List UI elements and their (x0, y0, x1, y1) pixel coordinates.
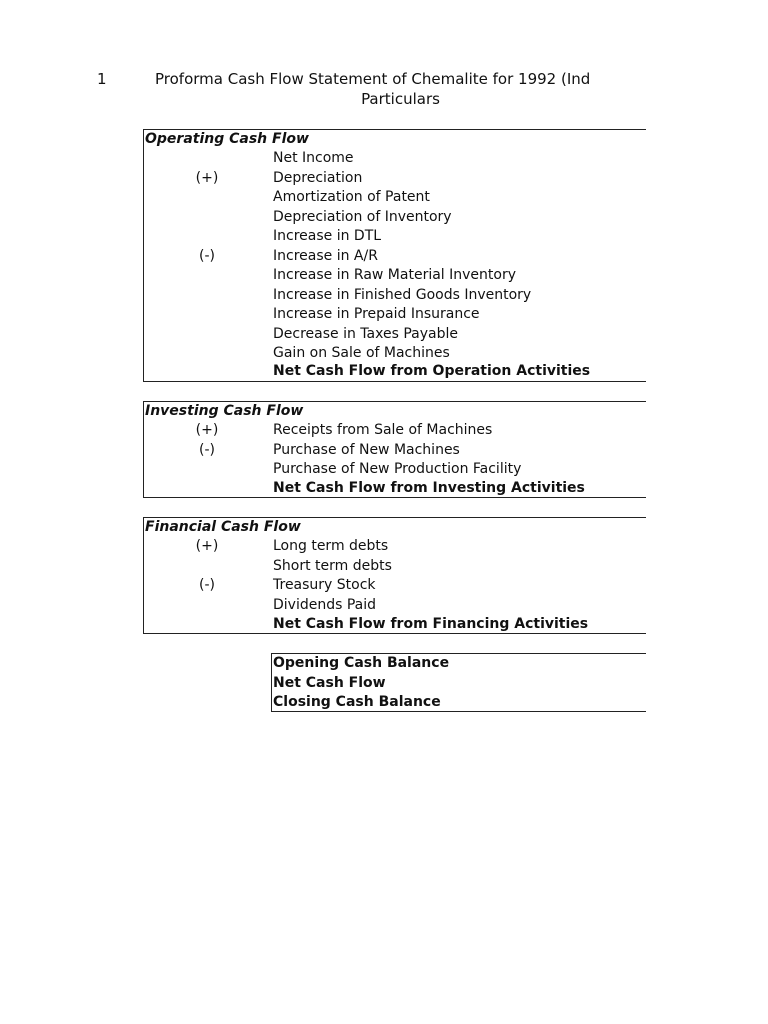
sign: (-) (199, 577, 215, 593)
row-label: Treasury Stock (273, 577, 376, 593)
table-row (144, 421, 646, 441)
row-label: Purchase of New Production Facility (273, 461, 522, 477)
row-label: Amortization of Patent (273, 189, 430, 205)
investing-title: Investing Cash Flow (145, 403, 304, 419)
table-row (144, 247, 646, 267)
financing-section (143, 517, 646, 634)
particulars-heading: Particulars (361, 90, 440, 108)
row-label: Short term debts (273, 557, 392, 574)
sign: (+) (195, 422, 219, 438)
table-row (144, 305, 646, 325)
row-label: Decrease in Taxes Payable (273, 325, 458, 342)
table-row (144, 188, 646, 208)
table-row (272, 693, 646, 713)
cash-balance-box (271, 653, 646, 712)
table-row (144, 557, 646, 577)
closing-balance-label: Closing Cash Balance (273, 693, 441, 710)
row-label: Long term debts (273, 538, 389, 554)
row-label: Depreciation of Inventory (273, 208, 452, 225)
sign: (+) (195, 169, 219, 186)
operating-section (143, 129, 646, 382)
table-row (144, 227, 646, 247)
table-row (144, 286, 646, 306)
table-row (144, 149, 646, 169)
row-label: Depreciation (273, 169, 363, 186)
table-row (144, 441, 646, 461)
total-row (144, 615, 646, 635)
row-label: Increase in A/R (273, 247, 378, 264)
operating-total-label: Net Cash Flow from Operation Activities (273, 363, 591, 379)
financing-total-label: Net Cash Flow from Financing Activities (273, 615, 589, 632)
sign: (-) (199, 441, 215, 458)
row-label: Dividends Paid (273, 596, 377, 613)
sign: (-) (199, 247, 215, 264)
table-row (272, 674, 646, 694)
sign: (+) (195, 538, 219, 554)
table-row (144, 537, 646, 557)
statement-title: Proforma Cash Flow Statement of Chemalite for 1992 (Ind (155, 70, 591, 88)
table-row (144, 325, 646, 345)
row-label: Net Income (273, 150, 354, 166)
total-row (144, 362, 646, 382)
table-row (144, 169, 646, 189)
section-number: 1 (97, 70, 107, 88)
row-label: Increase in Prepaid Insurance (273, 306, 480, 322)
row-label: Increase in Finished Goods Inventory (273, 286, 532, 303)
financing-title: Financial Cash Flow (145, 519, 301, 535)
net-cash-flow-label: Net Cash Flow (273, 674, 386, 691)
total-row (144, 479, 646, 499)
table-row (144, 460, 646, 480)
table-row (144, 344, 646, 364)
table-row (272, 654, 646, 674)
row-label: Gain on Sale of Machines (273, 345, 450, 361)
row-label: Receipts from Sale of Machines (273, 422, 493, 438)
investing-section (143, 401, 646, 498)
opening-balance-label: Opening Cash Balance (273, 655, 450, 671)
table-row (144, 208, 646, 228)
operating-title: Operating Cash Flow (145, 131, 309, 147)
row-label: Increase in Raw Material Inventory (273, 267, 517, 283)
table-row (144, 576, 646, 596)
row-label: Increase in DTL (273, 228, 382, 244)
table-row (144, 266, 646, 286)
investing-total-label: Net Cash Flow from Investing Activities (273, 480, 585, 496)
table-row (144, 596, 646, 616)
row-label: Purchase of New Machines (273, 441, 460, 458)
